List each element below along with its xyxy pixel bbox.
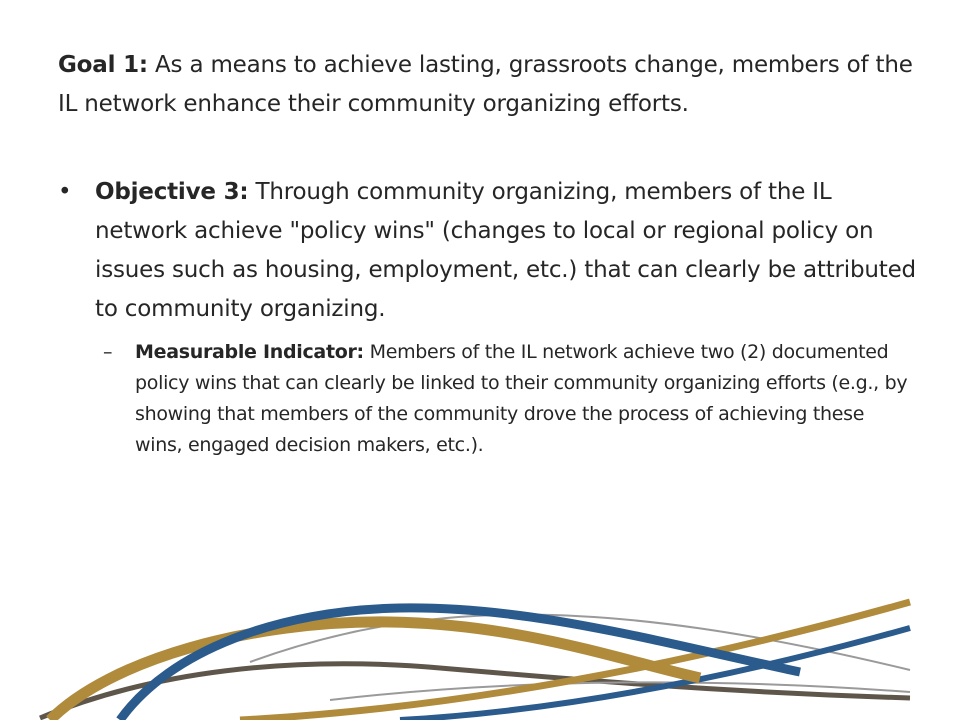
goal-label: Goal 1: <box>58 52 148 78</box>
indicator-paragraph <box>135 337 915 461</box>
objective-label: Objective 3: <box>95 179 249 205</box>
indicator-text: Members of the IL network achieve two (2) documented policy wins that can clearly be linked to their community organizing efforts (e.g., by showing that members of the community drove the process of achieving these wins, engaged decision makers, etc.). <box>135 341 908 456</box>
objective-bullet: • <box>58 179 72 205</box>
goal-paragraph <box>58 46 918 124</box>
indicator-dash: – <box>103 341 113 363</box>
objective-paragraph <box>95 173 925 329</box>
swoosh-gold-arc <box>50 622 700 720</box>
objective-text: Through community organizing, members of the IL network achieve "policy wins" (changes to local or regional policy on issues such as housing, employment, etc.) that can clearly be attributed to community organizing. <box>95 179 916 322</box>
indicator-label: Measurable Indicator: <box>135 341 364 363</box>
decorative-swoosh <box>0 560 960 720</box>
goal-text: As a means to achieve lasting, grassroots change, members of the IL network enhance their community organizing efforts. <box>58 52 913 117</box>
